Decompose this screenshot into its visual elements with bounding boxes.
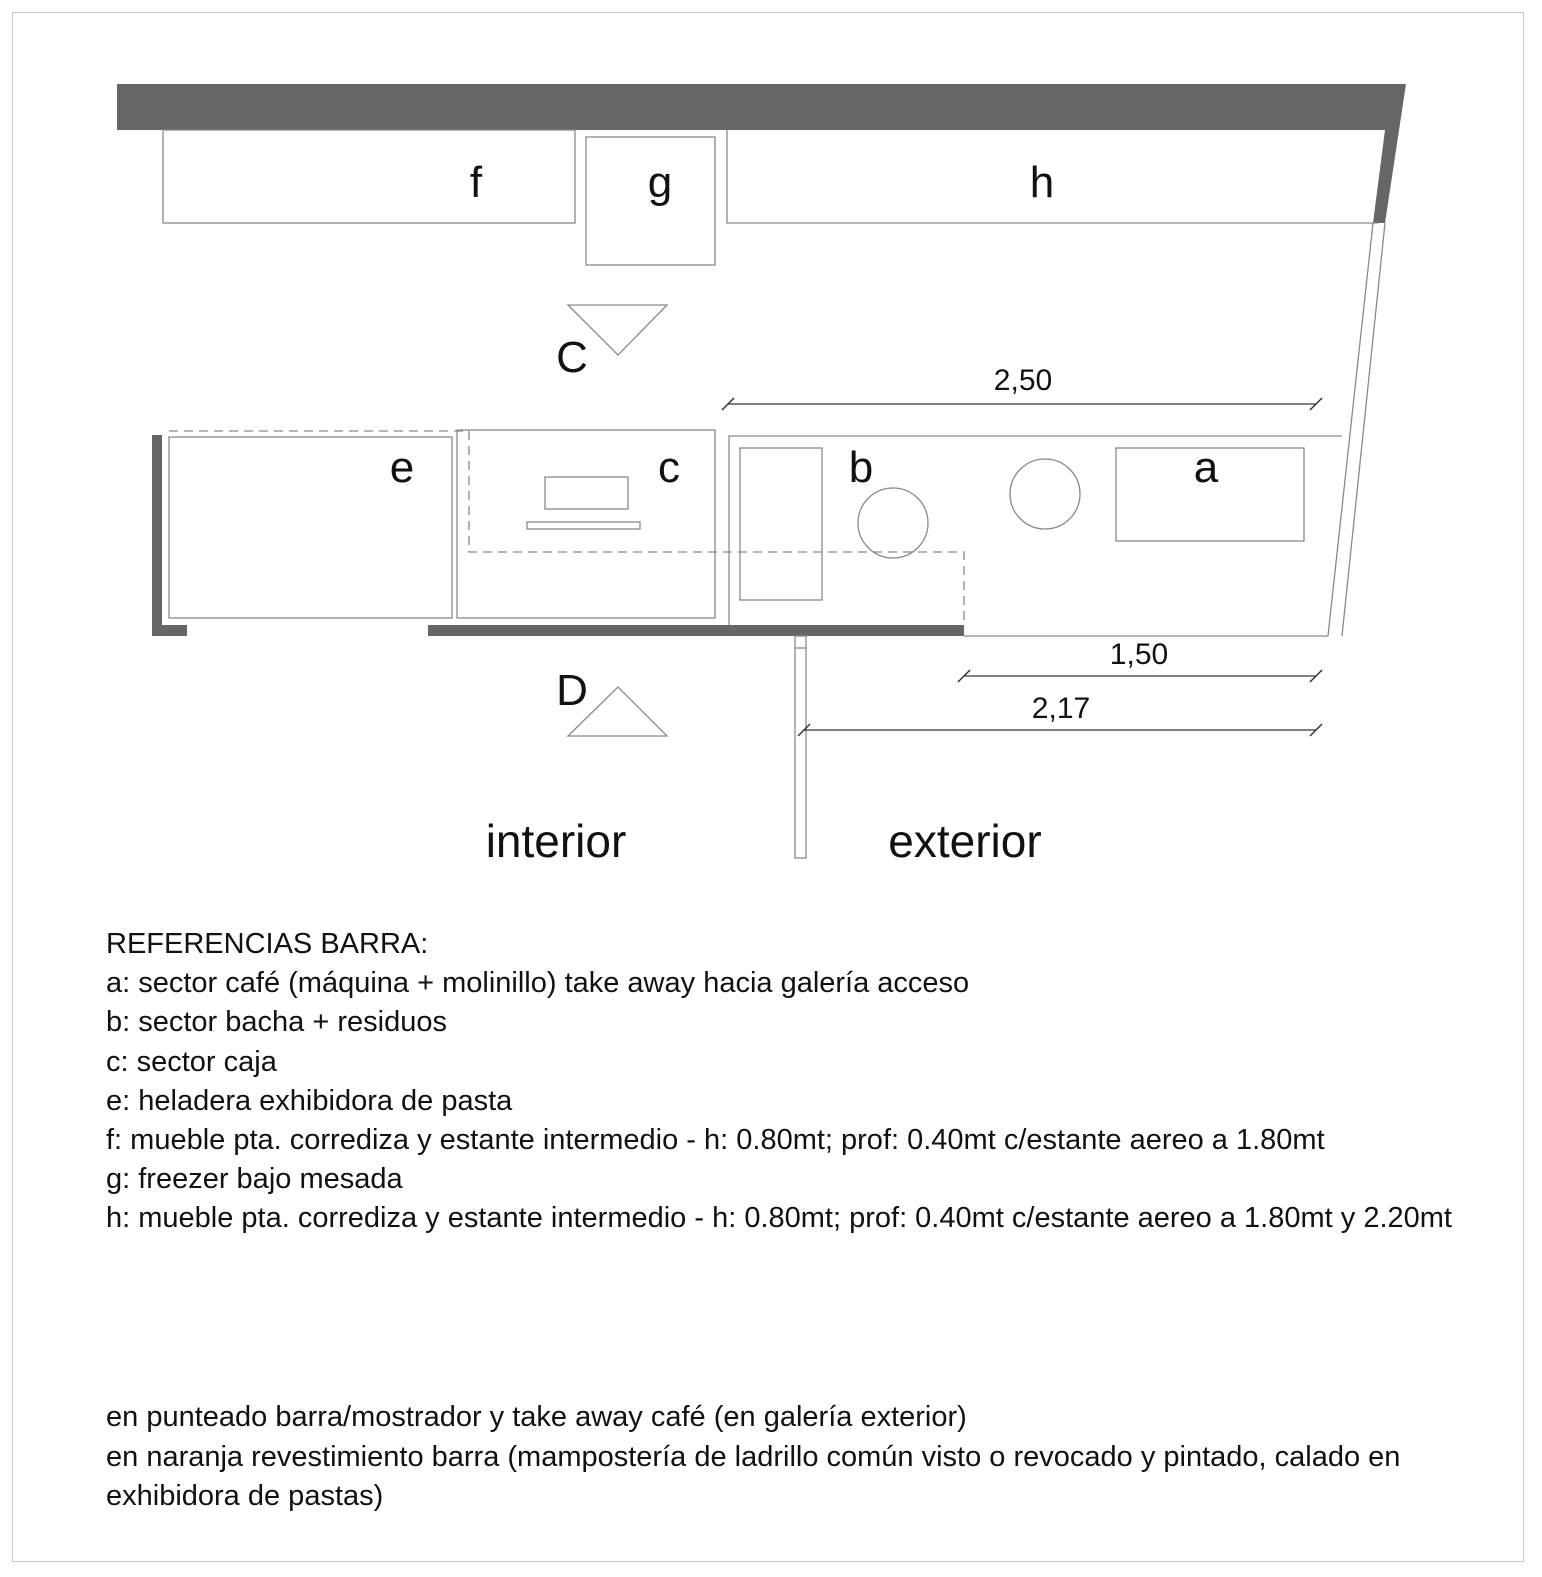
zone-exterior: exterior — [888, 815, 1042, 867]
zone-interior: interior — [485, 815, 627, 867]
label-g: g — [647, 158, 673, 207]
sink-b — [740, 448, 822, 600]
note-line: en punteado barra/mostrador y take away café (en galería exterior) — [106, 1401, 967, 1433]
legend-item: e: heladera exhibidora de pasta — [106, 1084, 513, 1117]
counter-ab — [729, 436, 1342, 625]
bar-bottom-wall — [428, 625, 964, 636]
notes — [106, 1398, 1506, 1517]
right-wall-outer — [1342, 223, 1385, 636]
dimension-bottom: 2,17 — [1031, 692, 1091, 725]
label-b: b — [848, 443, 874, 492]
label-c: c — [658, 443, 680, 492]
legend — [106, 925, 1486, 1239]
label-h: h — [1029, 158, 1055, 207]
legend-title: REFERENCIAS BARRA: — [106, 928, 429, 960]
label-f: f — [469, 158, 483, 207]
waste-bin — [858, 488, 928, 558]
cash-register — [545, 477, 628, 509]
dashed-counter — [169, 431, 964, 625]
cash-tray — [527, 522, 640, 529]
label-a: a — [1193, 443, 1219, 492]
legend-item: h: mueble pta. corrediza y estante intermedio - h: 0.80mt; prof: 0.40mt c/estante aereo a 1.80mt y 2.20mt — [106, 1202, 1452, 1235]
divider-post — [795, 636, 806, 858]
legend-item: b: sector bacha + residuos — [106, 1006, 447, 1039]
top-wall — [117, 84, 1406, 223]
dimension-mid: 1,50 — [1109, 638, 1169, 671]
grinder — [1010, 459, 1080, 529]
legend-item: g: freezer bajo mesada — [106, 1163, 403, 1196]
cabinet-f — [163, 130, 575, 223]
legend-item: c: sector caja — [106, 1045, 277, 1078]
label-e: e — [389, 443, 415, 492]
right-wall-inner — [1328, 223, 1373, 636]
dimension-top: 2,50 — [993, 364, 1053, 397]
label-section-d: D — [556, 666, 588, 715]
label-section-c: C — [556, 333, 588, 382]
legend-item: a: sector café (máquina + molinillo) take away hacia galería acceso — [106, 967, 970, 1000]
note-line: en naranja revestimiento barra (mampostería de ladrillo común visto o revocado y pintado, calado en exhibidora de pastas) — [106, 1440, 1401, 1512]
legend-item: f: mueble pta. corrediza y estante intermedio - h: 0.80mt; prof: 0.40mt c/estante aereo a 1.80mt — [106, 1124, 1325, 1157]
